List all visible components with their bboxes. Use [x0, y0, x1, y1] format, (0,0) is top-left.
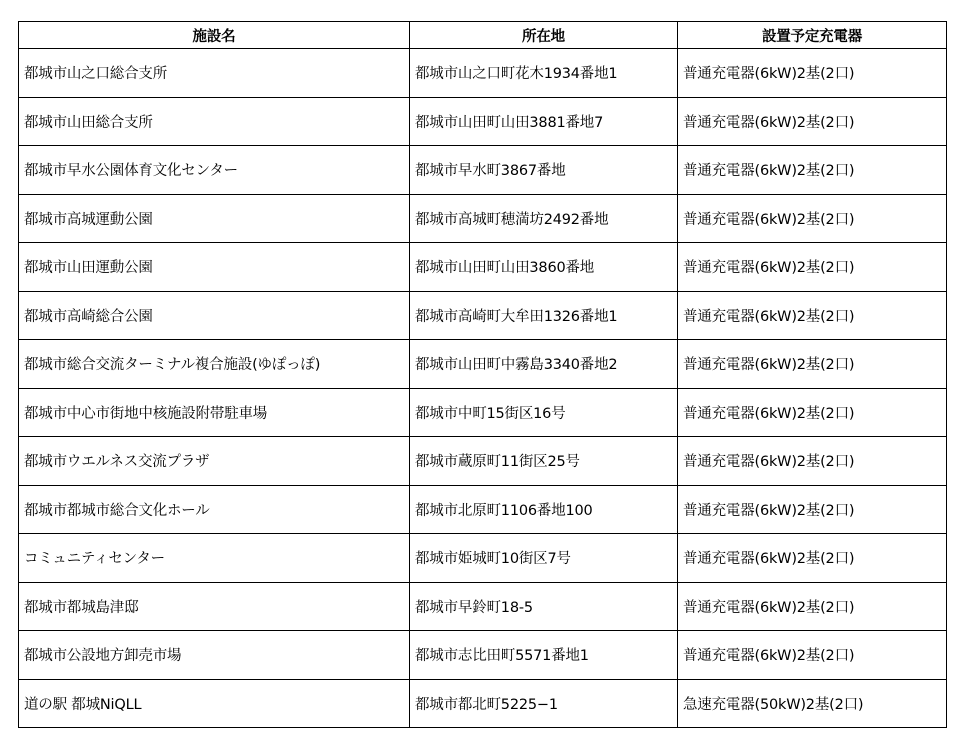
- facility-name-cell: 都城市ウエルネス交流プラザ: [19, 437, 410, 486]
- address-cell: 都城市北原町1106番地100: [410, 485, 678, 534]
- facility-name-cell: 都城市都城市総合文化ホール: [19, 485, 410, 534]
- header-row: [19, 22, 947, 49]
- table-row: [19, 485, 947, 534]
- table-row: [19, 340, 947, 389]
- charger-cell: 普通充電器(6kW)2基(2口): [678, 340, 947, 389]
- charger-cell: 普通充電器(6kW)2基(2口): [678, 582, 947, 631]
- charger-cell: 普通充電器(6kW)2基(2口): [678, 194, 947, 243]
- address-cell: 都城市高城町穂満坊2492番地: [410, 194, 678, 243]
- table-row: [19, 291, 947, 340]
- facility-name-cell: 都城市中心市街地中核施設附帯駐車場: [19, 388, 410, 437]
- charger-cell: 普通充電器(6kW)2基(2口): [678, 291, 947, 340]
- table-body: [19, 49, 947, 728]
- address-cell: 都城市蔵原町11街区25号: [410, 437, 678, 486]
- address-cell: 都城市都北町5225−1: [410, 679, 678, 728]
- facility-table: [18, 21, 947, 728]
- facility-name-cell: 道の駅 都城NiQLL: [19, 679, 410, 728]
- table-row: [19, 194, 947, 243]
- facility-name-cell: 都城市山田総合支所: [19, 97, 410, 146]
- address-cell: 都城市早水町3867番地: [410, 146, 678, 195]
- facility-name-cell: 都城市高崎総合公園: [19, 291, 410, 340]
- address-cell: 都城市高崎町大牟田1326番地1: [410, 291, 678, 340]
- address-cell: 都城市山田町中霧島3340番地2: [410, 340, 678, 389]
- address-cell: 都城市山田町山田3860番地: [410, 243, 678, 292]
- facility-name-cell: 都城市早水公園体育文化センター: [19, 146, 410, 195]
- table-row: [19, 534, 947, 583]
- table-row: [19, 49, 947, 98]
- table-row: [19, 97, 947, 146]
- facility-name-cell: コミュニティセンター: [19, 534, 410, 583]
- charger-cell: 普通充電器(6kW)2基(2口): [678, 49, 947, 98]
- table-row: [19, 631, 947, 680]
- charger-cell: 普通充電器(6kW)2基(2口): [678, 97, 947, 146]
- charger-cell: 急速充電器(50kW)2基(2口): [678, 679, 947, 728]
- table-row: [19, 388, 947, 437]
- facility-name-cell: 都城市総合交流ターミナル複合施設(ゆぽっぽ): [19, 340, 410, 389]
- address-cell: 都城市姫城町10街区7号: [410, 534, 678, 583]
- facility-name-cell: 都城市都城島津邸: [19, 582, 410, 631]
- address-cell: 都城市山田町山田3881番地7: [410, 97, 678, 146]
- table-header: [19, 22, 947, 49]
- table-row: [19, 243, 947, 292]
- table-row: [19, 146, 947, 195]
- charger-cell: 普通充電器(6kW)2基(2口): [678, 485, 947, 534]
- address-cell: 都城市山之口町花木1934番地1: [410, 49, 678, 98]
- table-row: [19, 437, 947, 486]
- header-facility-name: 施設名: [19, 22, 410, 49]
- table-row: [19, 679, 947, 728]
- header-address: 所在地: [410, 22, 678, 49]
- charger-cell: 普通充電器(6kW)2基(2口): [678, 631, 947, 680]
- charger-cell: 普通充電器(6kW)2基(2口): [678, 243, 947, 292]
- facility-name-cell: 都城市高城運動公園: [19, 194, 410, 243]
- facility-name-cell: 都城市公設地方卸売市場: [19, 631, 410, 680]
- header-charger: 設置予定充電器: [678, 22, 947, 49]
- facility-name-cell: 都城市山之口総合支所: [19, 49, 410, 98]
- table-row: [19, 582, 947, 631]
- facility-name-cell: 都城市山田運動公園: [19, 243, 410, 292]
- charger-cell: 普通充電器(6kW)2基(2口): [678, 388, 947, 437]
- charger-cell: 普通充電器(6kW)2基(2口): [678, 146, 947, 195]
- charger-cell: 普通充電器(6kW)2基(2口): [678, 534, 947, 583]
- address-cell: 都城市早鈴町18-5: [410, 582, 678, 631]
- charger-cell: 普通充電器(6kW)2基(2口): [678, 437, 947, 486]
- address-cell: 都城市志比田町5571番地1: [410, 631, 678, 680]
- address-cell: 都城市中町15街区16号: [410, 388, 678, 437]
